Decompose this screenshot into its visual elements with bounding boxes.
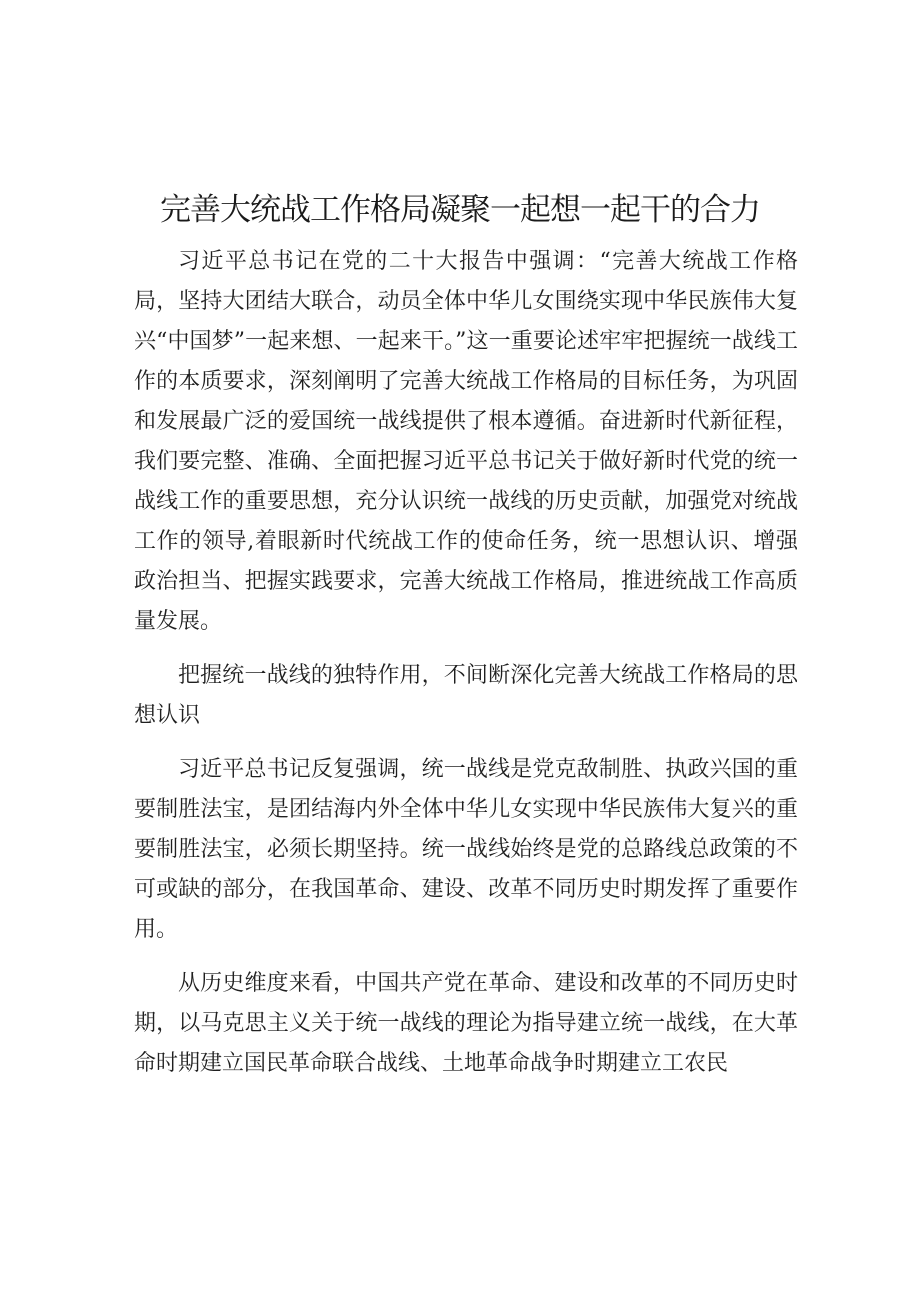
document-body [134,242,798,1084]
section-heading: 把握统一战线的独特作用，不间断深化完善大统战工作格局的思想认识 [134,663,798,728]
document-title: 完善大统战工作格局凝聚一起想一起干的合力 [160,192,760,228]
paragraph-intro: 习近平总书记在党的二十大报告中强调：“完善大统战工作格局，坚持大团结大联合，动员全体中华儿女围绕实现中华民族伟大复兴“中国梦”一起来想、一起来干。”这一重要论述牢牢把握统一战线工作的本质要求，深刻阐明了完善大统战工作格局的目标任务，为巩固和发展最广泛的爱国统一战线提供了根本遵循。奋进新时代新征程，我们要完整、准确、全面把握习近平总书记关于做好新时代党的统一战线工作的重要思想，充分认识统一战线的历史贡献，加强党对统战工作的领导,着眼新时代统战工作的使命任务，统一思想认识、增强政治担当、把握实践要求，完善大统战工作格局，推进统战工作高质量发展。 [134,249,798,634]
paragraph-important-weapon: 习近平总书记反复强调，统一战线是党克敌制胜、执政兴国的重要制胜法宝，是团结海内外全体中华儿女实现中华民族伟大复兴的重要制胜法宝，必须长期坚持。统一战线始终是党的总路线总政策的不可或缺的部分，在我国革命、建设、改革不同历史时期发挥了重要作用。 [134,757,798,942]
paragraph-historical-dimension: 从历史维度来看，中国共产党在革命、建设和改革的不同历史时期，以马克思主义关于统一战线的理论为指导建立统一战线，在大革命时期建立国民革命联合战线、土地革命战争时期建立工农民 [134,971,798,1076]
